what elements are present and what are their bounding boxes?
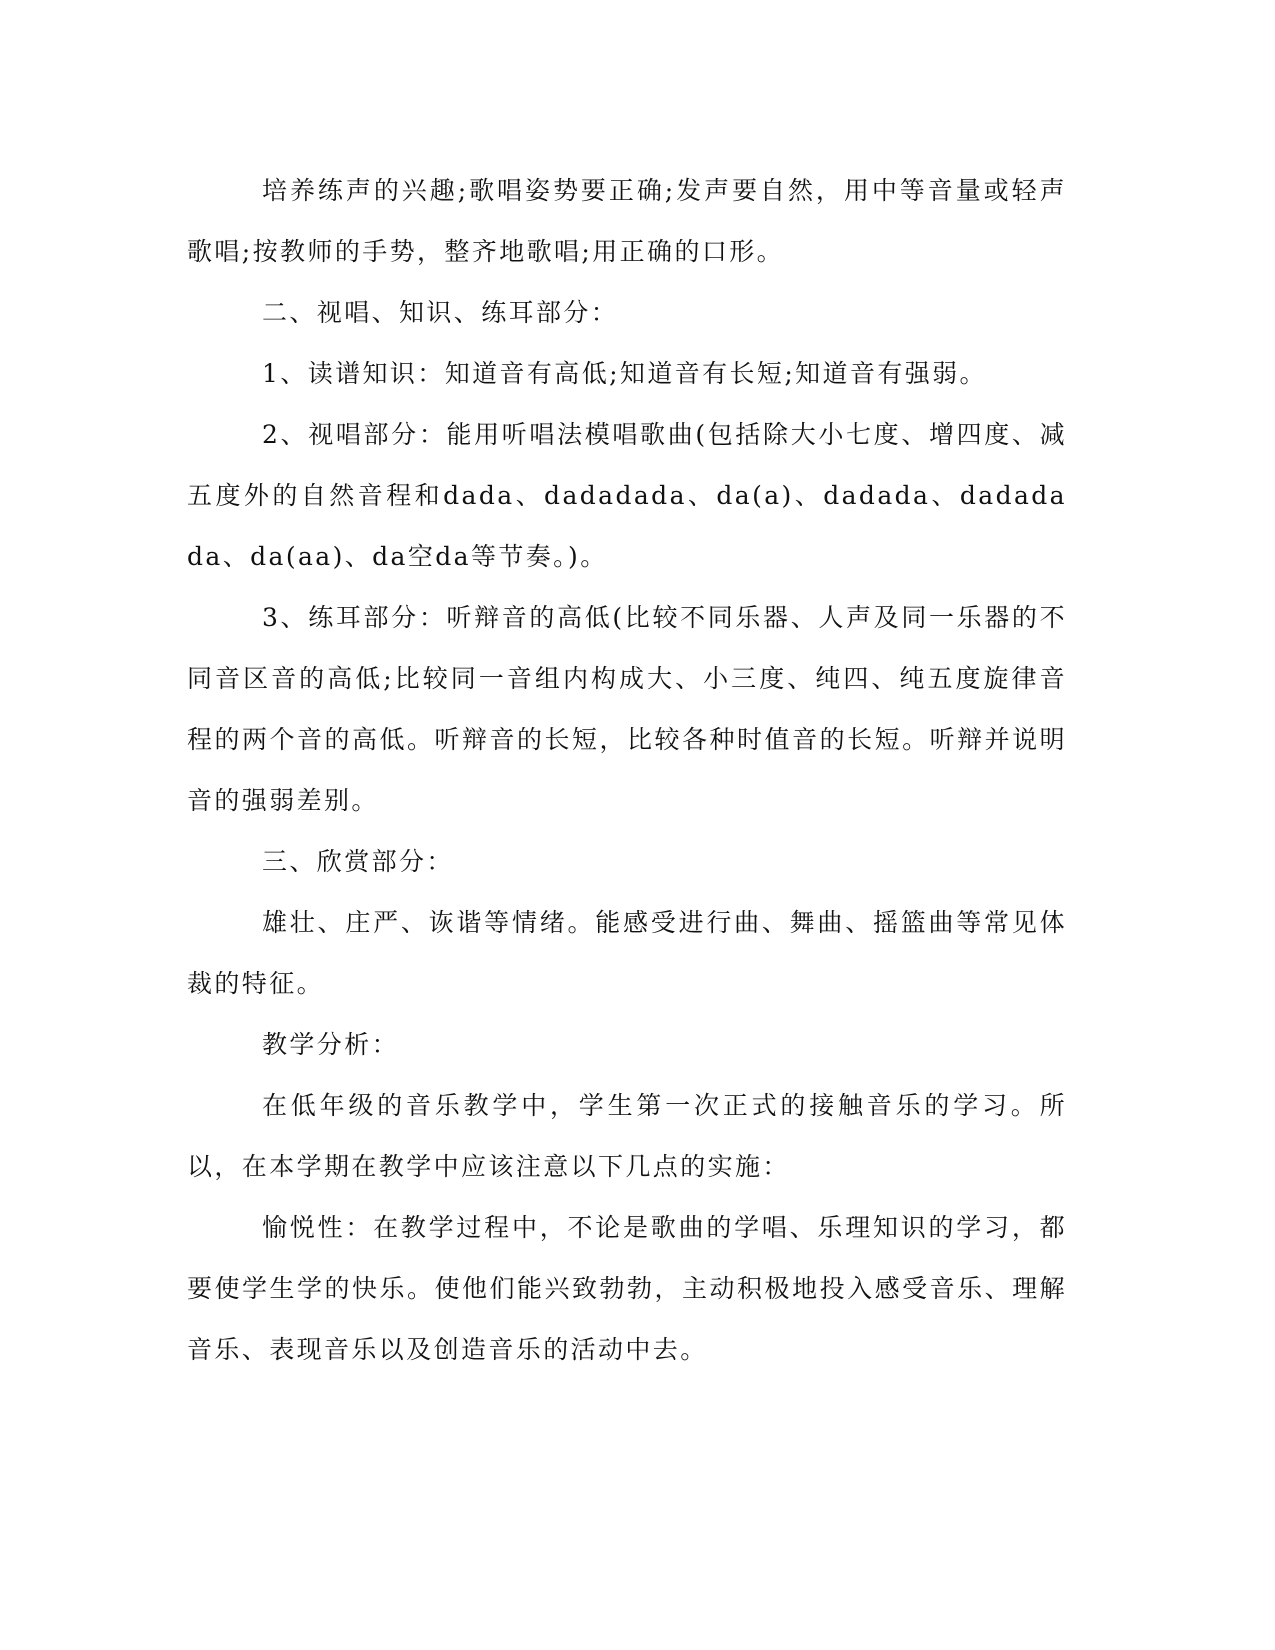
document-body [187,160,1067,1380]
heading-appreciation: 三、欣赏部分： [262,847,454,876]
paragraph-teaching-analysis: 在低年级的音乐教学中，学生第一次正式的接触音乐的学习。所以，在本学期在教学中应该注意以下几点的实施： [187,1091,1067,1181]
paragraph-notation-knowledge: 1、读谱知识：知道音有高低;知道音有长短;知道音有强弱。 [262,359,987,388]
paragraph-enjoyment: 愉悦性：在教学过程中，不论是歌曲的学唱、乐理知识的学习，都要使学生学的快乐。使他们能兴致勃勃，主动积极地投入感受音乐、理解音乐、表现音乐以及创造音乐的活动中去。 [187,1213,1067,1364]
heading-teaching-analysis: 教学分析： [262,1030,400,1059]
paragraph-singing-habits: 培养练声的兴趣;歌唱姿势要正确;发声要自然，用中等音量或轻声歌唱;按教师的手势，整齐地歌唱;用正确的口形。 [187,176,1067,266]
paragraph-ear-training: 3、练耳部分：听辩音的高低(比较不同乐器、人声及同一乐器的不同音区音的高低;比较同一音组内构成大、小三度、纯四、纯五度旋律音程的两个音的高低。听辩音的长短，比较各种时值音的长短。听辩并说明音的强弱差别。 [187,603,1067,815]
paragraph-appreciation: 雄壮、庄严、诙谐等情绪。能感受进行曲、舞曲、摇篮曲等常见体裁的特征。 [187,908,1067,998]
heading-sight-singing: 二、视唱、知识、练耳部分： [262,298,619,327]
paragraph-sight-singing: 2、视唱部分：能用听唱法模唱歌曲(包括除大小七度、增四度、减五度外的自然音程和dada、dadadada、da(a)、dadada、dadadada、da(aa)、da空da等节奏。)。 [187,420,1067,571]
